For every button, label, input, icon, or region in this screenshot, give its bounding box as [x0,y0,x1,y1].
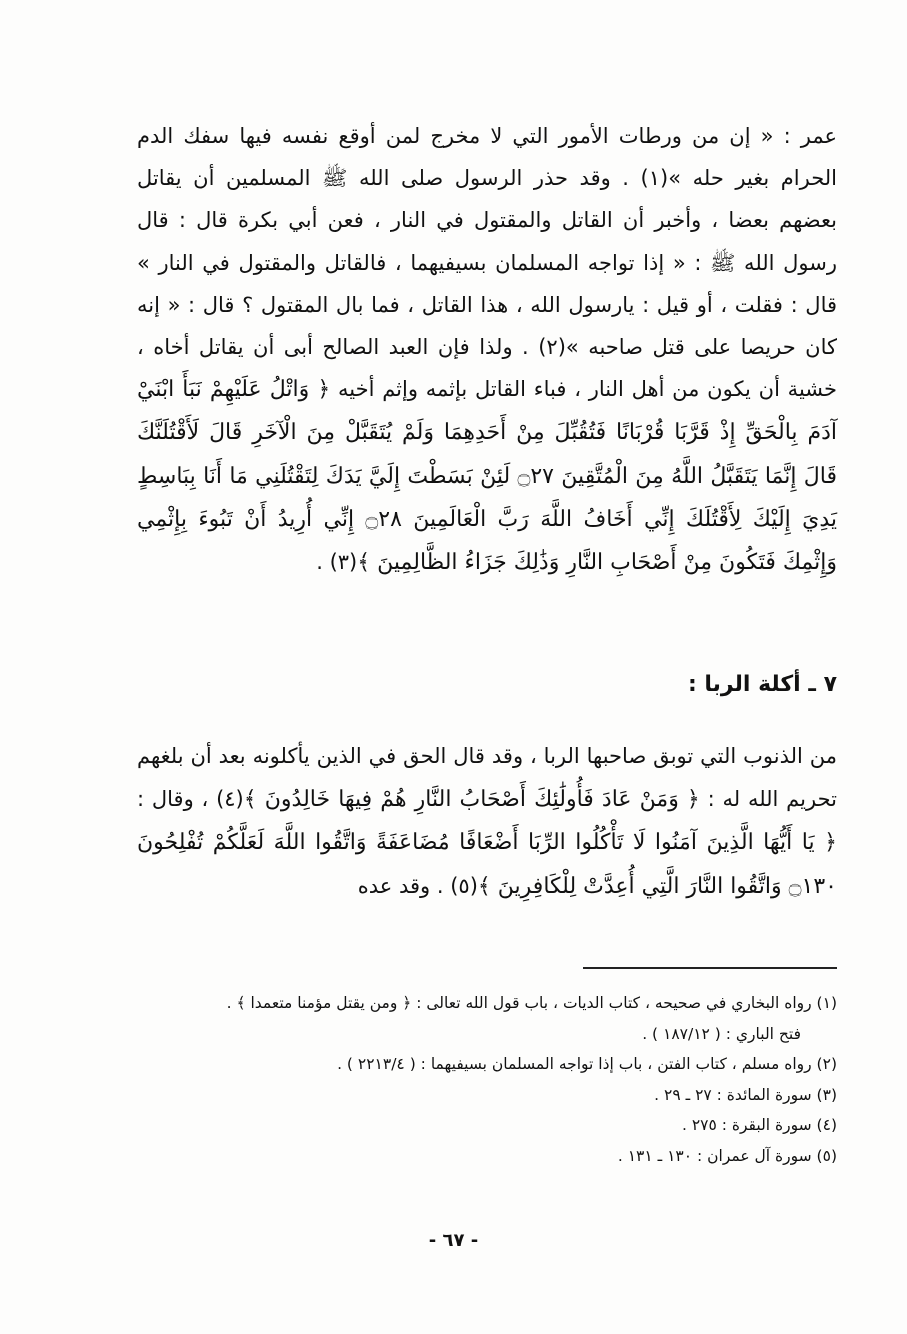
footnote-reference: (٥) . وقد عده [357,873,478,898]
quran-verse: ﴿ وَاتْلُ عَلَيْهِمْ نَبَأَ ابْنَيْ آدَمَ بِالْحَقِّ إِذْ قَرَّبَا قُرْبَانًا فَتُقُبِّلَ مِنْ أَحَدِهِمَا وَلَمْ يُتَقَبَّلْ مِنَ الْآخَرِ قَالَ لَأَقْتُلَنَّكَ قَالَ إِنَّمَا يَتَقَبَّلُ اللَّهُ مِنَ الْمُتَّقِينَ ۝٢٧ لَئِنْ بَسَطْتَ إِلَيَّ يَدَكَ لِتَقْتُلَنِي مَا أَنَا بِبَاسِطٍ يَدِيَ إِلَيْكَ لِأَقْتُلَكَ إِنِّي أَخَافُ اللَّهَ رَبَّ الْعَالَمِينَ ۝٢٨ إِنِّي أُرِيدُ أَنْ تَبُوءَ بِإِثْمِي وَإِثْمِكَ فَتَكُونَ مِنْ أَصْحَابِ النَّارِ وَذَٰلِكَ جَزَاءُ الظَّالِمِينَ ﴾ [137,377,837,576]
footnote-4: (٤) سورة البقرة : ٢٧٥ . [681,1116,837,1134]
prose-text: عمر : « إن من ورطات الأمور التي لا مخرج لمن أوقع نفسه فيها سفك الدم الحرام بغير حله »(١) . وقد حذر الرسول صلى الله ﷺ المسلمين أن يقاتل بعضهم بعضا ، وأخبر أن القاتل والمقتول في النار ، فعن أبي بكرة قال : قال رسول الله ﷺ : « إذا تواجه المسلمان بسيفيهما ، فالقاتل والمقتول في النار » قال : فقلت ، أو قيل : يارسول الله ، هذا القاتل ، فما بال المقتول ؟ قال : « إنه كان حريصا على قتل صاحبه »(٢) . ولذا فإن العبد الصالح أبى أن يقاتل أخاه ، خشية أن يكون من أهل النار ، فباء القاتل بإثمه وإثم أخيه [137,124,838,402]
footnote-separator [583,967,837,969]
footnote-3: (٣) سورة المائدة : ٢٧ ـ ٢٩ . [654,1085,837,1104]
section-heading: ٧ ـ أكلة الربا : [687,672,837,697]
footnotes [137,988,837,1171]
footnote-1-continuation: فتح الباري : ( ١٨٧/١٢ ) . [642,1024,801,1043]
footnote-2: (٢) رواه مسلم ، كتاب الفتن ، باب إذا تواجه المسلمان بسيفيهما : ( ٢٢١٣/٤ ) . [337,1055,837,1073]
quran-verse: ﴿ يَا أَيُّهَا الَّذِينَ آمَنُوا لَا تَأْكُلُوا الرِّبَا أَضْعَافًا مُضَاعَفَةً وَاتَّقُوا اللَّهَ لَعَلَّكُمْ تُفْلِحُونَ ۝١٣٠ وَاتَّقُوا النَّارَ الَّتِي أُعِدَّتْ لِلْكَافِرِينَ ﴾ [137,830,837,899]
footnote-reference: (٣) . [316,550,358,575]
page-number: - ٦٧ - [428,1230,479,1251]
footnote-1: (١) رواه البخاري في صحيحه ، كتاب الديات ، باب قول الله تعالى : ﴿ ومن يقتل مؤمنا متعمدا ﴾ . [226,994,837,1012]
paragraph-text [137,115,837,584]
footnote-reference: (٤) ، وقال : [137,786,244,811]
body-paragraph-2 [137,735,837,908]
prose-text: من الذنوب التي توبق صاحبها الربا ، وقد قال الحق في الذين يأكلونه بعد أن بلغهم تحريم الله له : [137,744,837,811]
footnote-5: (٥) سورة آل عمران : ١٣٠ ـ ١٣١ . [617,1146,837,1165]
body-paragraph-1 [137,115,837,584]
quran-verse: ﴿ وَمَنْ عَادَ فَأُولَٰئِكَ أَصْحَابُ النَّارِ هُمْ فِيهَا خَالِدُونَ ﴾ [243,786,700,812]
paragraph-text [137,735,837,908]
